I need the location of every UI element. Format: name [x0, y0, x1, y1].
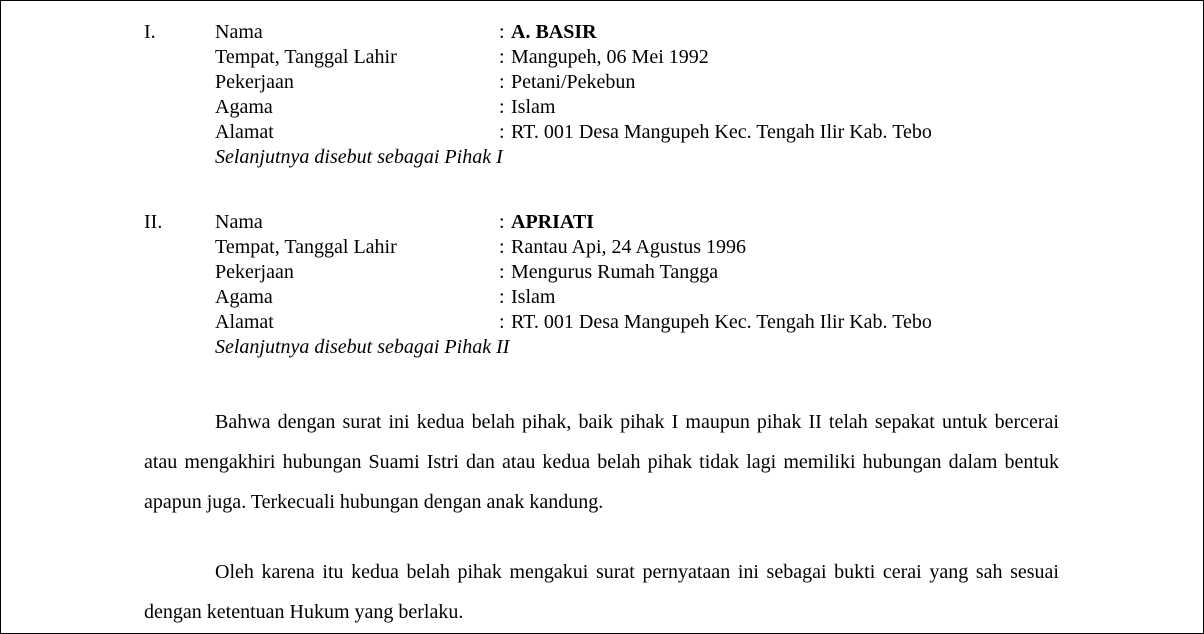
party-2-religion-row — [1, 285, 1203, 310]
party-1-name-value: A. BASIR — [511, 21, 597, 43]
party-2-job-label: Pekerjaan — [215, 261, 294, 283]
party-1-name-label: Nama — [215, 21, 263, 43]
party-2-address-row — [1, 310, 1203, 335]
party-1-note: Selanjutnya disebut sebagai Pihak I — [215, 146, 503, 168]
party-2-numeral: II. — [144, 211, 163, 233]
party-1-name-colon: : — [499, 21, 505, 43]
party-2-address-label: Alamat — [215, 311, 274, 333]
party-1-job-label: Pekerjaan — [215, 71, 294, 93]
party-1-note-row — [1, 145, 1203, 170]
party-2-birth-label: Tempat, Tanggal Lahir — [215, 236, 397, 258]
party-2-name-row — [1, 210, 1203, 235]
party-2-job-row — [1, 260, 1203, 285]
party-2-job-value: Mengurus Rumah Tangga — [511, 261, 719, 283]
party-1-job-row — [1, 70, 1203, 95]
party-2-religion-value: Islam — [511, 286, 556, 308]
party-2-birth-row — [1, 235, 1203, 260]
party-1-address-colon: : — [499, 121, 505, 143]
party-1-address-row — [1, 120, 1203, 145]
party-2-note: Selanjutnya disebut sebagai Pihak II — [215, 336, 510, 358]
party-1-name-row — [1, 20, 1203, 45]
party-1-address-value: RT. 001 Desa Mangupeh Kec. Tengah Ilir Kab. Tebo — [511, 121, 932, 143]
acknowledgement-paragraph: Oleh karena itu kedua belah pihak mengakui surat pernyataan ini sebagai bukti cerai yang sah sesuai dengan ketentuan Hukum yang berlaku. — [144, 561, 1059, 623]
party-1-religion-value: Islam — [511, 96, 556, 118]
party-2-religion-label: Agama — [215, 286, 273, 308]
party-2-name-value: APRIATI — [511, 211, 594, 233]
party-1-job-value: Petani/Pekebun — [511, 71, 636, 93]
party-2-religion-colon: : — [499, 286, 505, 308]
agreement-paragraph: Bahwa dengan surat ini kedua belah pihak, baik pihak I maupun pihak II telah sepakat untuk bercerai atau mengakhiri hubungan Suami Istri dan atau kedua belah pihak tidak lagi memiliki hubungan dalam bentuk apapun juga. Terkecuali hubungan dengan anak kandung. — [144, 411, 1059, 513]
party-2-section — [1, 210, 1203, 360]
party-1-birth-value: Mangupeh, 06 Mei 1992 — [511, 46, 709, 68]
party-1-birth-label: Tempat, Tanggal Lahir — [215, 46, 397, 68]
party-1-religion-label: Agama — [215, 96, 273, 118]
party-2-note-row — [1, 335, 1203, 360]
party-1-section — [1, 20, 1203, 170]
party-2-birth-colon: : — [499, 236, 505, 258]
party-2-address-value: RT. 001 Desa Mangupeh Kec. Tengah Ilir Kab. Tebo — [511, 311, 932, 333]
party-2-name-colon: : — [499, 211, 505, 233]
party-1-birth-colon: : — [499, 46, 505, 68]
party-2-birth-value: Rantau Api, 24 Agustus 1996 — [511, 236, 747, 258]
party-1-numeral: I. — [144, 21, 156, 43]
party-2-name-label: Nama — [215, 211, 263, 233]
party-1-religion-colon: : — [499, 96, 505, 118]
party-2-address-colon: : — [499, 311, 505, 333]
party-1-religion-row — [1, 95, 1203, 120]
party-1-birth-row — [1, 45, 1203, 70]
party-1-job-colon: : — [499, 71, 505, 93]
party-2-job-colon: : — [499, 261, 505, 283]
party-1-address-label: Alamat — [215, 121, 274, 143]
